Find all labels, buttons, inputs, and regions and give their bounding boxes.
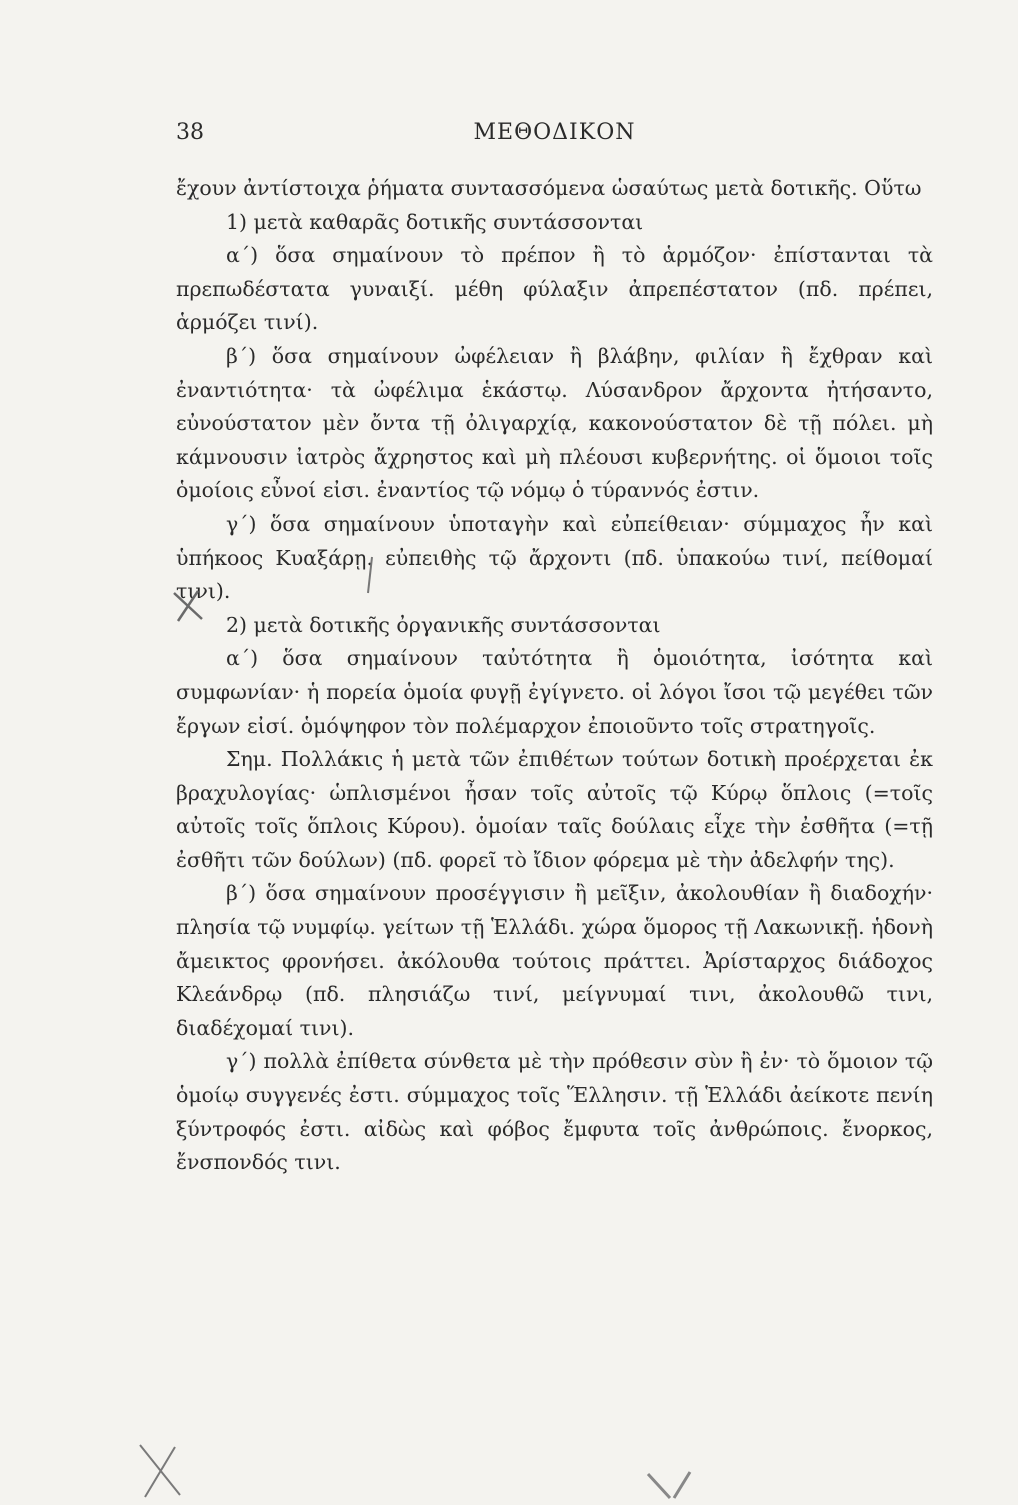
paragraph-1a: α΄) ὅσα σημαίνουν τὸ πρέπον ἢ τὸ ἁρμόζον· ἐπίστανται τὰ πρεπωδέστατα γυναιξί. μέθη φύλαξιν ἀπρεπέστατον (πδ. πρέπει, ἁρμόζει τινί). <box>176 243 933 335</box>
page-number: 38 <box>176 120 204 145</box>
pencil-cross-mark-icon-2 <box>130 1435 190 1505</box>
paragraph-2b: β΄) ὅσα σημαίνουν προσέγγισιν ἢ μεῖξιν, ἀκολουθίαν ἢ διαδοχήν· πλησία τῷ νυμφίῳ. γείτων τῇ Ἑλλάδι. χώρα ὅμορος τῇ Λακωνικῇ. ἡδονὴ ἄμεικτος φρονήσει. ἀκόλουθα τούτοις πράττει. Ἀρίσταρχος διάδοχος Κλεάνδρῳ (πδ. πλησιάζω τινί, μείγνυμαί τινι, ἀκολουθῶ τινι, διαδέχομαί τινι). <box>176 881 933 1040</box>
paragraph-2a: α΄) ὅσα σημαίνουν ταὐτότητα ἢ ὁμοιότητα, ἰσότητα καὶ συμφωνίαν· ἡ πορεία ὁμοία φυγῇ ἐγίγνετο. οἱ λόγοι ἴσοι τῷ μεγέθει τῶν ἔργων εἰσί. ὁμόψηφον τὸν πολέμαρχον ἐποιοῦντο τοῖς στρατηγοῖς. <box>176 646 933 738</box>
running-title: ΜΕΘΟΔΙΚΟΝ <box>473 120 636 145</box>
pencil-large-mark-icon <box>640 1470 700 1500</box>
paragraph-1b: β΄) ὅσα σημαίνουν ὠφέλειαν ἢ βλάβην, φιλίαν ἢ ἔχθραν καὶ ἐναντιότητα· τὰ ὠφέλιμα ἑκάστῳ. Λύσανδρον ἄρχοντα ἠτήσαντο, εὐνούστατον μὲν ὄντα τῇ ὀλιγαρχίᾳ, κακονούστατον δὲ τῇ πόλει. μὴ κάμνουσιν ἰατρὸς ἄχρηστος καὶ μὴ πλέουσι κυβερνήτης. οἱ ὅμοιοι τοῖς ὁμοίοις εὖνοί εἰσι. ἐναντίος τῷ νόμῳ ὁ τύραννός ἐστιν. <box>176 343 933 503</box>
paragraph-2c: γ΄) πολλὰ ἐπίθετα σύνθετα μὲ τὴν πρόθεσιν σὺν ἢ ἐν· τὸ ὅμοιον τῷ ὁμοίῳ συγγενές ἐστι. σύμμαχος τοῖς Ἕλλησιν. τῇ Ἑλλάδι ἀείκοτε πενίη ξύντροφός ἐστι. αἰδὼς καὶ φόβος ἔμφυτα τοῖς ἀνθρώποις. ἔνορκος, ἔνσπονδός τινι. <box>176 1049 933 1175</box>
body-text <box>176 172 933 1180</box>
section-heading-2: 2) μετὰ δοτικῆς ὀργανικῆς συντάσσονται <box>226 612 661 637</box>
paragraph-intro: ἔχουν ἀντίστοιχα ῥήματα συντασσόμενα ὡσαύτως μετὰ δοτικῆς. Οὕτω <box>176 176 922 200</box>
section-heading-1: 1) μετὰ καθαρᾶς δοτικῆς συντάσσονται <box>226 209 644 234</box>
page-header <box>176 120 933 150</box>
note-paragraph: Σημ. Πολλάκις ἡ μετὰ τῶν ἐπιθέτων τούτων δοτικὴ προέρχεται ἐκ βραχυλογίας· ὡπλισμένοι ἦσαν τοῖς αὐτοῖς τῷ Κύρῳ ὅπλοις (=τοῖς αὐτοῖς τοῖς ὅπλοις Κύρου). ὁμοίαν ταῖς δούλαις εἶχε τὴν ἐσθῆτα (=τῇ ἐσθῆτι τῶν δούλων) (πδ. φορεῖ τὸ ἴδιον φόρεμα μὲ τὴν ἀδελφήν της). <box>176 747 933 872</box>
paragraph-1c: γ΄) ὅσα σημαίνουν ὑποταγὴν καὶ εὐπείθειαν· σύμμαχος ἦν καὶ ὑπήκοος Κυαξάρῃ. εὐπειθὴς τῷ ἄρχοντι (πδ. ὑπακούω τινί, πείθομαί τινι). <box>176 511 933 604</box>
